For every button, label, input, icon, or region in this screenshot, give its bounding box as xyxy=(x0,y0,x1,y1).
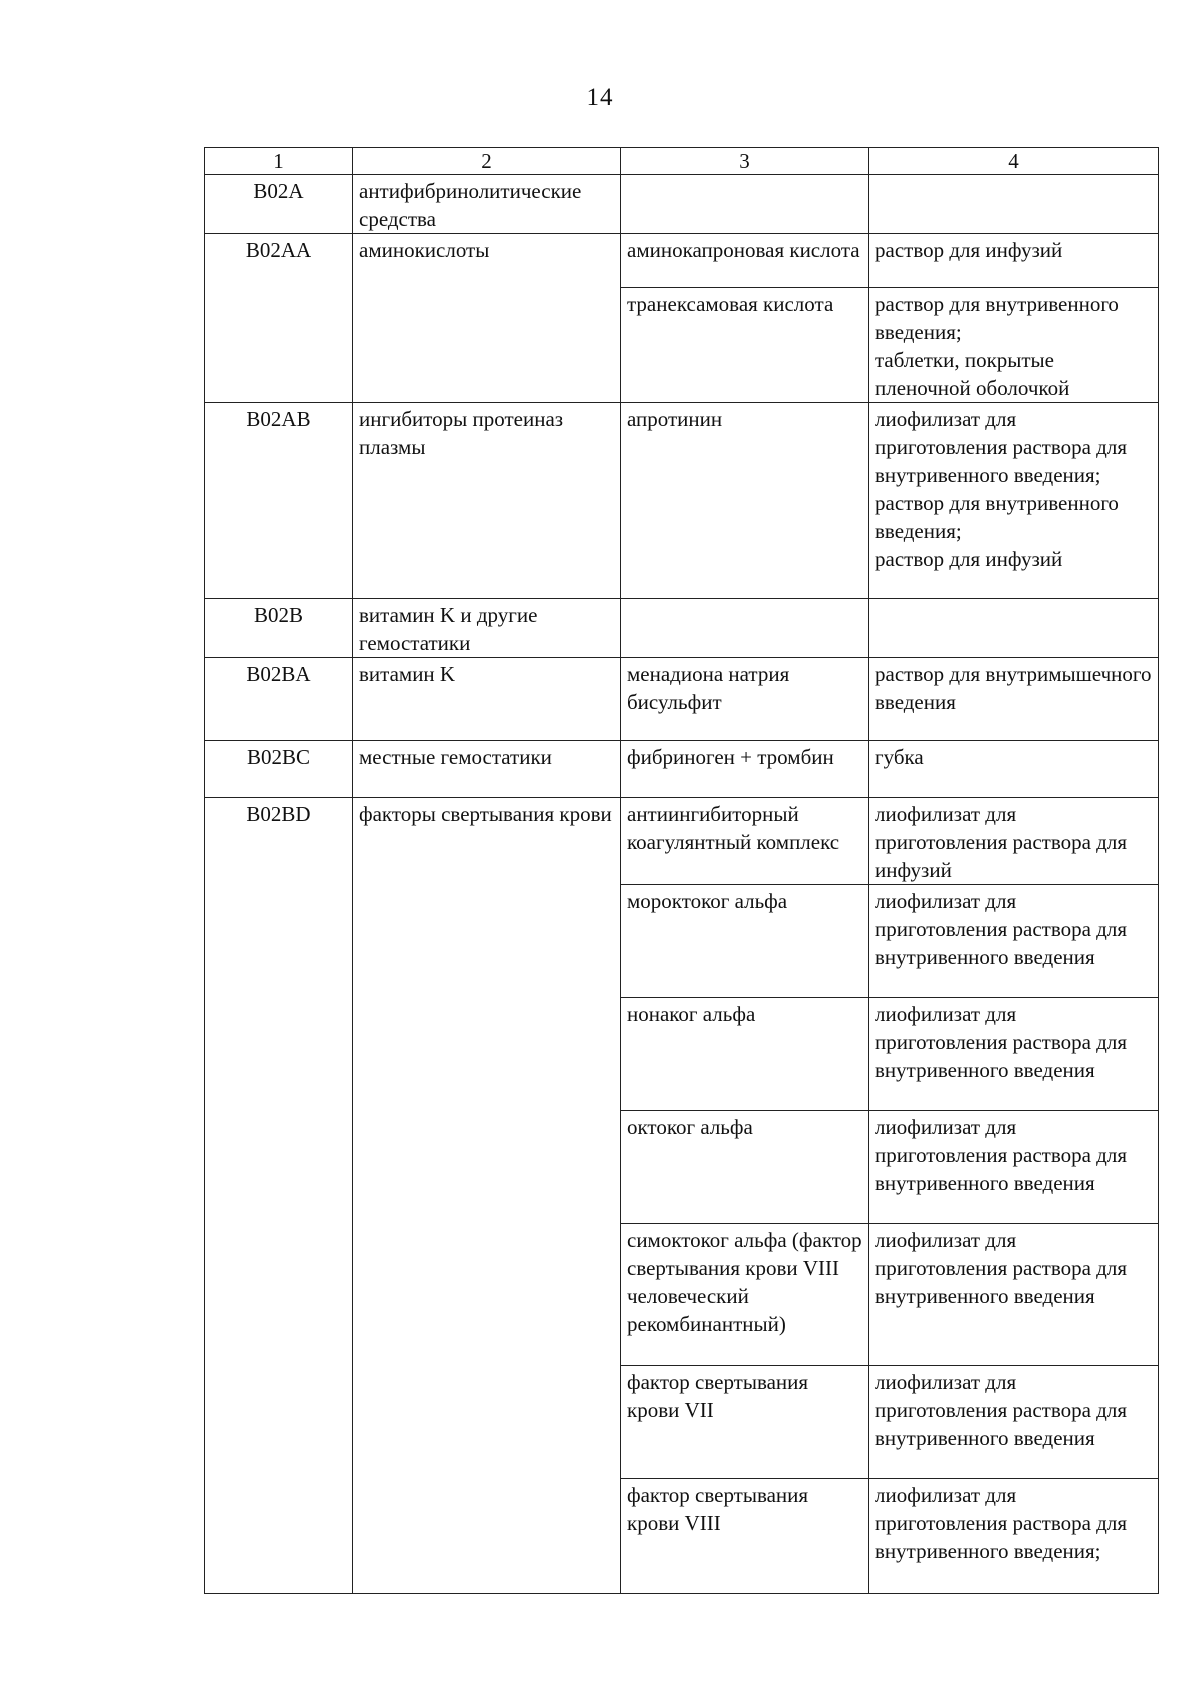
atc-code: B02AB xyxy=(205,403,353,599)
page-number: 14 xyxy=(586,84,614,111)
substance-name: нонаког альфа xyxy=(621,998,869,1111)
atc-code: B02BD xyxy=(205,798,353,1594)
dosage-form: лиофилизат для приготовления раствора для внутривенного введения xyxy=(869,998,1159,1111)
medication-table xyxy=(204,147,1159,1594)
group-name: местные гемостатики xyxy=(353,741,621,798)
group-name: ингибиторы протеиназ плазмы xyxy=(353,403,621,599)
dosage-form: раствор для инфузий xyxy=(869,234,1159,288)
group-name: факторы свертывания крови xyxy=(353,798,621,1594)
substance-name: симоктоког альфа (фактор свертывания крови VIII человеческий рекомбинантный) xyxy=(621,1224,869,1366)
substance-name: фибриноген + тромбин xyxy=(621,741,869,798)
substance-cell xyxy=(621,175,869,234)
atc-code: B02BC xyxy=(205,741,353,798)
table-row xyxy=(205,403,1159,599)
atc-code: B02AA xyxy=(205,234,353,403)
dosage-form: лиофилизат для приготовления раствора для инфузий xyxy=(869,798,1159,885)
dosage-form: лиофилизат для приготовления раствора для внутривенного введения xyxy=(869,1111,1159,1224)
table-row xyxy=(205,798,1159,885)
table-row xyxy=(205,658,1159,741)
column-header: 2 xyxy=(353,148,621,175)
atc-code: B02A xyxy=(205,175,353,234)
atc-code: B02B xyxy=(205,599,353,658)
substance-name: фактор свертывания крови VIII xyxy=(621,1479,869,1594)
dosage-form: раствор для внутримышечного введения xyxy=(869,658,1159,741)
substance-name: менадиона натрия бисульфит xyxy=(621,658,869,741)
table-row xyxy=(205,741,1159,798)
substance-name: антиингибиторный коагулянтный комплекс xyxy=(621,798,869,885)
substance-name: транексамовая кислота xyxy=(621,288,869,403)
dosage-form: лиофилизат для приготовления раствора для внутривенного введения xyxy=(869,885,1159,998)
column-header: 3 xyxy=(621,148,869,175)
form-cell xyxy=(869,175,1159,234)
table-row xyxy=(205,599,1159,658)
dosage-form: губка xyxy=(869,741,1159,798)
substance-cell xyxy=(621,599,869,658)
substance-name: фактор свертывания крови VII xyxy=(621,1366,869,1479)
substance-name: апротинин xyxy=(621,403,869,599)
substance-name: мороктоког альфа xyxy=(621,885,869,998)
column-header: 4 xyxy=(869,148,1159,175)
column-header: 1 xyxy=(205,148,353,175)
table-row xyxy=(205,175,1159,234)
dosage-form: раствор для внутривенного введения; таблетки, покрытые пленочной оболочкой xyxy=(869,288,1159,403)
dosage-form: лиофилизат для приготовления раствора для внутривенного введения; xyxy=(869,1479,1159,1594)
table-header-row xyxy=(205,148,1159,175)
dosage-form: лиофилизат для приготовления раствора для внутривенного введения; раствор для внутривенного введения; раствор для инфузий xyxy=(869,403,1159,599)
group-name: антифибринолитические средства xyxy=(353,175,621,234)
substance-name: октоког альфа xyxy=(621,1111,869,1224)
atc-code: B02BA xyxy=(205,658,353,741)
dosage-form: лиофилизат для приготовления раствора для внутривенного введения xyxy=(869,1224,1159,1366)
group-name: витамин K xyxy=(353,658,621,741)
substance-name: аминокапроновая кислота xyxy=(621,234,869,288)
form-cell xyxy=(869,599,1159,658)
group-name: витамин K и другие гемостатики xyxy=(353,599,621,658)
table-row xyxy=(205,234,1159,288)
dosage-form: лиофилизат для приготовления раствора для внутривенного введения xyxy=(869,1366,1159,1479)
group-name: аминокислоты xyxy=(353,234,621,403)
